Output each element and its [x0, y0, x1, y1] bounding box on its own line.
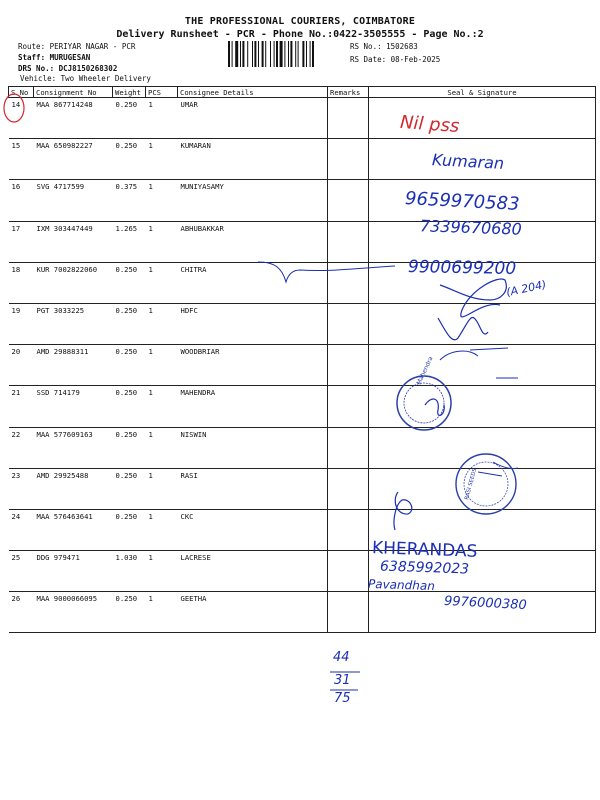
cell-consignee: LACRESE — [178, 551, 328, 592]
cell-pcs: 1 — [146, 221, 178, 262]
cell-consignee: GEETHA — [178, 592, 328, 633]
cell-weight: 0.250 — [113, 98, 146, 139]
cell-sno: 25 — [9, 551, 34, 592]
cell-remarks — [328, 345, 369, 386]
cell-remarks — [328, 468, 369, 509]
col-header-weight: Weight — [113, 87, 146, 98]
cell-pcs: 1 — [146, 386, 178, 427]
cell-consignee: CKC — [178, 509, 328, 550]
handwritten-phone-5: 9976000380 — [443, 593, 528, 614]
cell-weight: 0.250 — [113, 303, 146, 344]
table-row — [9, 303, 596, 344]
cell-sno: 23 — [9, 468, 34, 509]
cell-consignment: SVG 4717599 — [34, 180, 113, 221]
rs-date: RS Date: 08-Feb-2025 — [350, 55, 441, 64]
cell-pcs: 1 — [146, 509, 178, 550]
col-header-sno: S No — [9, 87, 34, 98]
route-label: Route: PERIYAR NAGAR - PCR — [18, 42, 136, 51]
cell-consignee: RASI — [178, 468, 328, 509]
cell-weight: 0.250 — [113, 386, 146, 427]
cell-consignment: IXM 303447449 — [34, 221, 113, 262]
table-row — [9, 139, 596, 180]
handwritten-nil-pss: Nil pss — [399, 111, 461, 138]
cell-sno: 18 — [9, 262, 34, 303]
tally-value-1: 44 — [333, 650, 350, 665]
runsheet-table — [8, 86, 596, 633]
cell-consignee: WOODBRIAR — [178, 345, 328, 386]
cell-consignment: AMD 29925488 — [34, 468, 113, 509]
col-header-consignee: Consignee Details — [178, 87, 328, 98]
cell-consignee: ABHUBAKKAR — [178, 221, 328, 262]
table-row — [9, 345, 596, 386]
cell-weight: 0.250 — [113, 345, 146, 386]
cell-seal — [369, 468, 596, 509]
cell-consignment: AMD 29888311 — [34, 345, 113, 386]
cell-weight: 0.250 — [113, 139, 146, 180]
table-row — [9, 551, 596, 592]
cell-remarks — [328, 386, 369, 427]
cell-remarks — [328, 427, 369, 468]
cell-seal — [369, 427, 596, 468]
handwritten-a204: (A 204) — [505, 277, 548, 300]
handwritten-phone-3: 9900699200 — [407, 257, 517, 279]
cell-pcs: 1 — [146, 551, 178, 592]
barcode-image — [228, 41, 341, 67]
cell-consignment: MAA 650982227 — [34, 139, 113, 180]
cell-pcs: 1 — [146, 139, 178, 180]
cell-consignment: DDG 979471 — [34, 551, 113, 592]
drs-label: DRS No.: DCJ8150268302 — [18, 64, 118, 73]
cell-remarks — [328, 98, 369, 139]
col-header-pcs: PCS — [146, 87, 178, 98]
cell-consignee: MAHENDRA — [178, 386, 328, 427]
cell-consignment: MAA 576463641 — [34, 509, 113, 550]
cell-weight: 0.250 — [113, 509, 146, 550]
col-header-remarks: Remarks — [328, 87, 369, 98]
cell-consignee: HDFC — [178, 303, 328, 344]
cell-consignee: MUNIYASAMY — [178, 180, 328, 221]
cell-remarks — [328, 180, 369, 221]
staff-label: Staff: MURUGESAN — [18, 53, 91, 62]
cell-pcs: 1 — [146, 98, 178, 139]
runsheet-subtitle: Delivery Runsheet - PCR - Phone No.:0422-3505555 - Page No.:2 — [116, 29, 484, 40]
rasi-stamp-text: RASI SEEDS — [464, 467, 479, 501]
table-row — [9, 468, 596, 509]
cell-consignment: KUR 7002822060 — [34, 262, 113, 303]
cell-sno: 22 — [9, 427, 34, 468]
vehicle-label: Vehicle: Two Wheeler Delivery — [20, 74, 151, 83]
handwritten-phone-2: 7339670680 — [419, 216, 523, 239]
cell-sno: 16 — [9, 180, 34, 221]
cell-sno: 26 — [9, 592, 34, 633]
table-row — [9, 509, 596, 550]
table-row — [9, 386, 596, 427]
cell-remarks — [328, 303, 369, 344]
cell-remarks — [328, 221, 369, 262]
cell-consignment: MAA 9000066095 — [34, 592, 113, 633]
cell-seal — [369, 303, 596, 344]
cell-consignee: CHITRA — [178, 262, 328, 303]
cell-consignee: UMAR — [178, 98, 328, 139]
cell-pcs: 1 — [146, 262, 178, 303]
cell-pcs: 1 — [146, 345, 178, 386]
cell-sno: 15 — [9, 139, 34, 180]
col-header-seal: Seal & Signature — [369, 87, 596, 98]
cell-consignee: NISWIN — [178, 427, 328, 468]
cell-consignment: SSD 714179 — [34, 386, 113, 427]
cell-remarks — [328, 509, 369, 550]
handwritten-phone-1: 9659970583 — [404, 188, 521, 215]
table-row — [9, 98, 596, 139]
cell-sno: 20 — [9, 345, 34, 386]
cell-remarks — [328, 592, 369, 633]
col-header-consignment: Consignment No — [34, 87, 113, 98]
cell-consignment: MAA 577609163 — [34, 427, 113, 468]
cell-weight: 0.250 — [113, 427, 146, 468]
table-row — [9, 427, 596, 468]
mahendra-stamp-text: Mahendra — [415, 355, 435, 386]
cell-pcs: 1 — [146, 180, 178, 221]
handwritten-phone-4: 6385992023 — [379, 558, 470, 578]
rs-number: RS No.: 1502683 — [350, 42, 418, 51]
cell-weight: 0.250 — [113, 468, 146, 509]
cell-weight: 0.250 — [113, 592, 146, 633]
cell-pcs: 1 — [146, 468, 178, 509]
cell-weight: 1.265 — [113, 221, 146, 262]
cell-weight: 0.250 — [113, 262, 146, 303]
handwritten-kherandas: KHERANDAS — [371, 538, 478, 562]
cell-consignee: KUMARAN — [178, 139, 328, 180]
cell-pcs: 1 — [146, 427, 178, 468]
cell-sno: 14 — [9, 98, 34, 139]
handwritten-pavandhan: Pavandhan — [367, 576, 436, 594]
tally-value-2: 31 — [334, 673, 351, 688]
table-header-row — [9, 87, 596, 98]
cell-weight: 1.030 — [113, 551, 146, 592]
cell-consignment: PGT 3033225 — [34, 303, 113, 344]
cell-pcs: 1 — [146, 303, 178, 344]
cell-seal — [369, 386, 596, 427]
cell-weight: 0.375 — [113, 180, 146, 221]
cell-sno: 19 — [9, 303, 34, 344]
cell-pcs: 1 — [146, 592, 178, 633]
tally-value-3: 75 — [334, 691, 351, 706]
cell-remarks — [328, 139, 369, 180]
cell-remarks — [328, 262, 369, 303]
cell-sno: 21 — [9, 386, 34, 427]
handwritten-kumaran: Kumaran — [431, 150, 505, 173]
cell-sno: 24 — [9, 509, 34, 550]
cell-consignment: MAA 867714248 — [34, 98, 113, 139]
cell-sno: 17 — [9, 221, 34, 262]
company-title: THE PROFESSIONAL COURIERS, COIMBATORE — [184, 16, 416, 27]
cell-remarks — [328, 551, 369, 592]
cell-seal — [369, 345, 596, 386]
